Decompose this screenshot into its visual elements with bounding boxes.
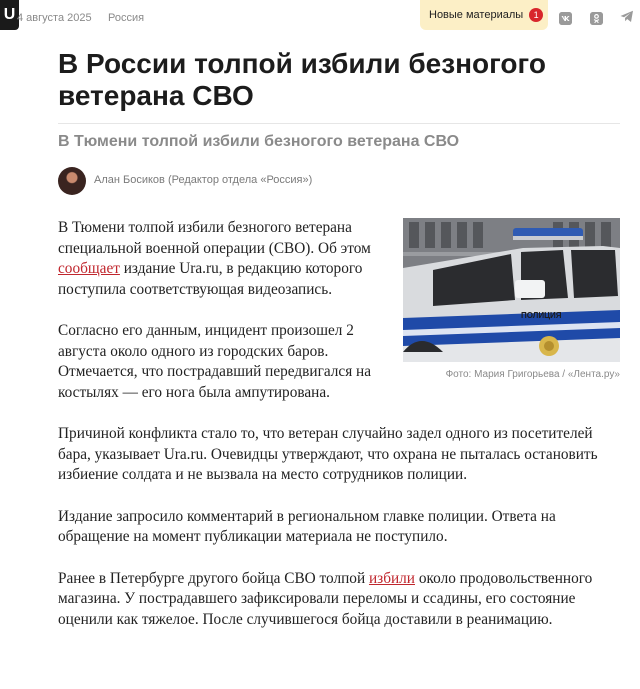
site-logo[interactable]: U xyxy=(0,0,19,30)
title-divider xyxy=(58,123,620,124)
related-news-link[interactable]: избили xyxy=(368,569,415,587)
ok-share-button[interactable] xyxy=(589,11,603,25)
paragraph-text: издание Ura.ru, в редакцию которого поступила соответствующая видеозапись. xyxy=(58,260,363,298)
source-link[interactable]: сообщает xyxy=(58,260,120,277)
new-materials-label: Новые материалы xyxy=(429,9,524,21)
paragraph-text: Ранее в Петербурге другого бойца СВО толпой xyxy=(58,569,369,587)
paragraph-text: В Тюмени толпой избили безногого ветерана специальной военной операции (СВО). Об этом xyxy=(58,219,371,257)
rubric-link[interactable]: Россия xyxy=(108,12,145,24)
publish-date: 4 августа 2025 xyxy=(17,12,92,24)
new-materials-button[interactable] xyxy=(420,0,548,30)
article-paragraph xyxy=(58,569,620,631)
author-avatar[interactable] xyxy=(58,167,86,195)
article-subtitle: В Тюмени толпой избили безногого ветерана СВО xyxy=(58,133,460,150)
car-police-label: ПОЛИЦИЯ xyxy=(521,311,562,320)
article-paragraph: Издание запросило комментарий в региональном главке полиции. Ответа на обращение на момент публикации материала не поступило. xyxy=(58,507,556,545)
article-paragraph: Причиной конфликта стало то, что ветеран случайно задел одного из посетителей бара, указывает Ura.ru. Очевидцы утверждают, что охрана не пыталась остановить избиение солдата и не вызвала на место сотрудников полиции. xyxy=(58,425,598,483)
article-body xyxy=(58,218,620,651)
article-photo[interactable] xyxy=(403,218,620,362)
photo-caption: Фото: Мария Григорьева / «Лента.ру» xyxy=(445,369,620,380)
article-photo-figure xyxy=(403,218,620,381)
police-car-image xyxy=(403,218,620,362)
paragraph-text: около продовольственного магазина. У пострадавшего зафиксировали переломы и ссадины, его состояние оценили как тяжелое. После случившегося бойца доставили в реанимацию. xyxy=(58,569,593,628)
author-name[interactable]: Алан Босиков (Редактор отдела «Россия») xyxy=(94,174,313,186)
ok-icon xyxy=(590,12,603,25)
telegram-share-button[interactable] xyxy=(620,11,634,25)
article-title: В России толпой избили безногого ветерана СВО xyxy=(58,48,546,111)
telegram-icon xyxy=(620,10,634,26)
new-materials-count-badge: 1 xyxy=(529,8,543,22)
vk-share-button[interactable] xyxy=(558,11,572,25)
article-paragraph: Согласно его данным, инцидент произошел 2 августа около одного из городских баров. Отмечается, что пострадавший передвигался на костылях — его нога была ампутирована. xyxy=(58,322,372,401)
vk-icon xyxy=(559,12,572,25)
